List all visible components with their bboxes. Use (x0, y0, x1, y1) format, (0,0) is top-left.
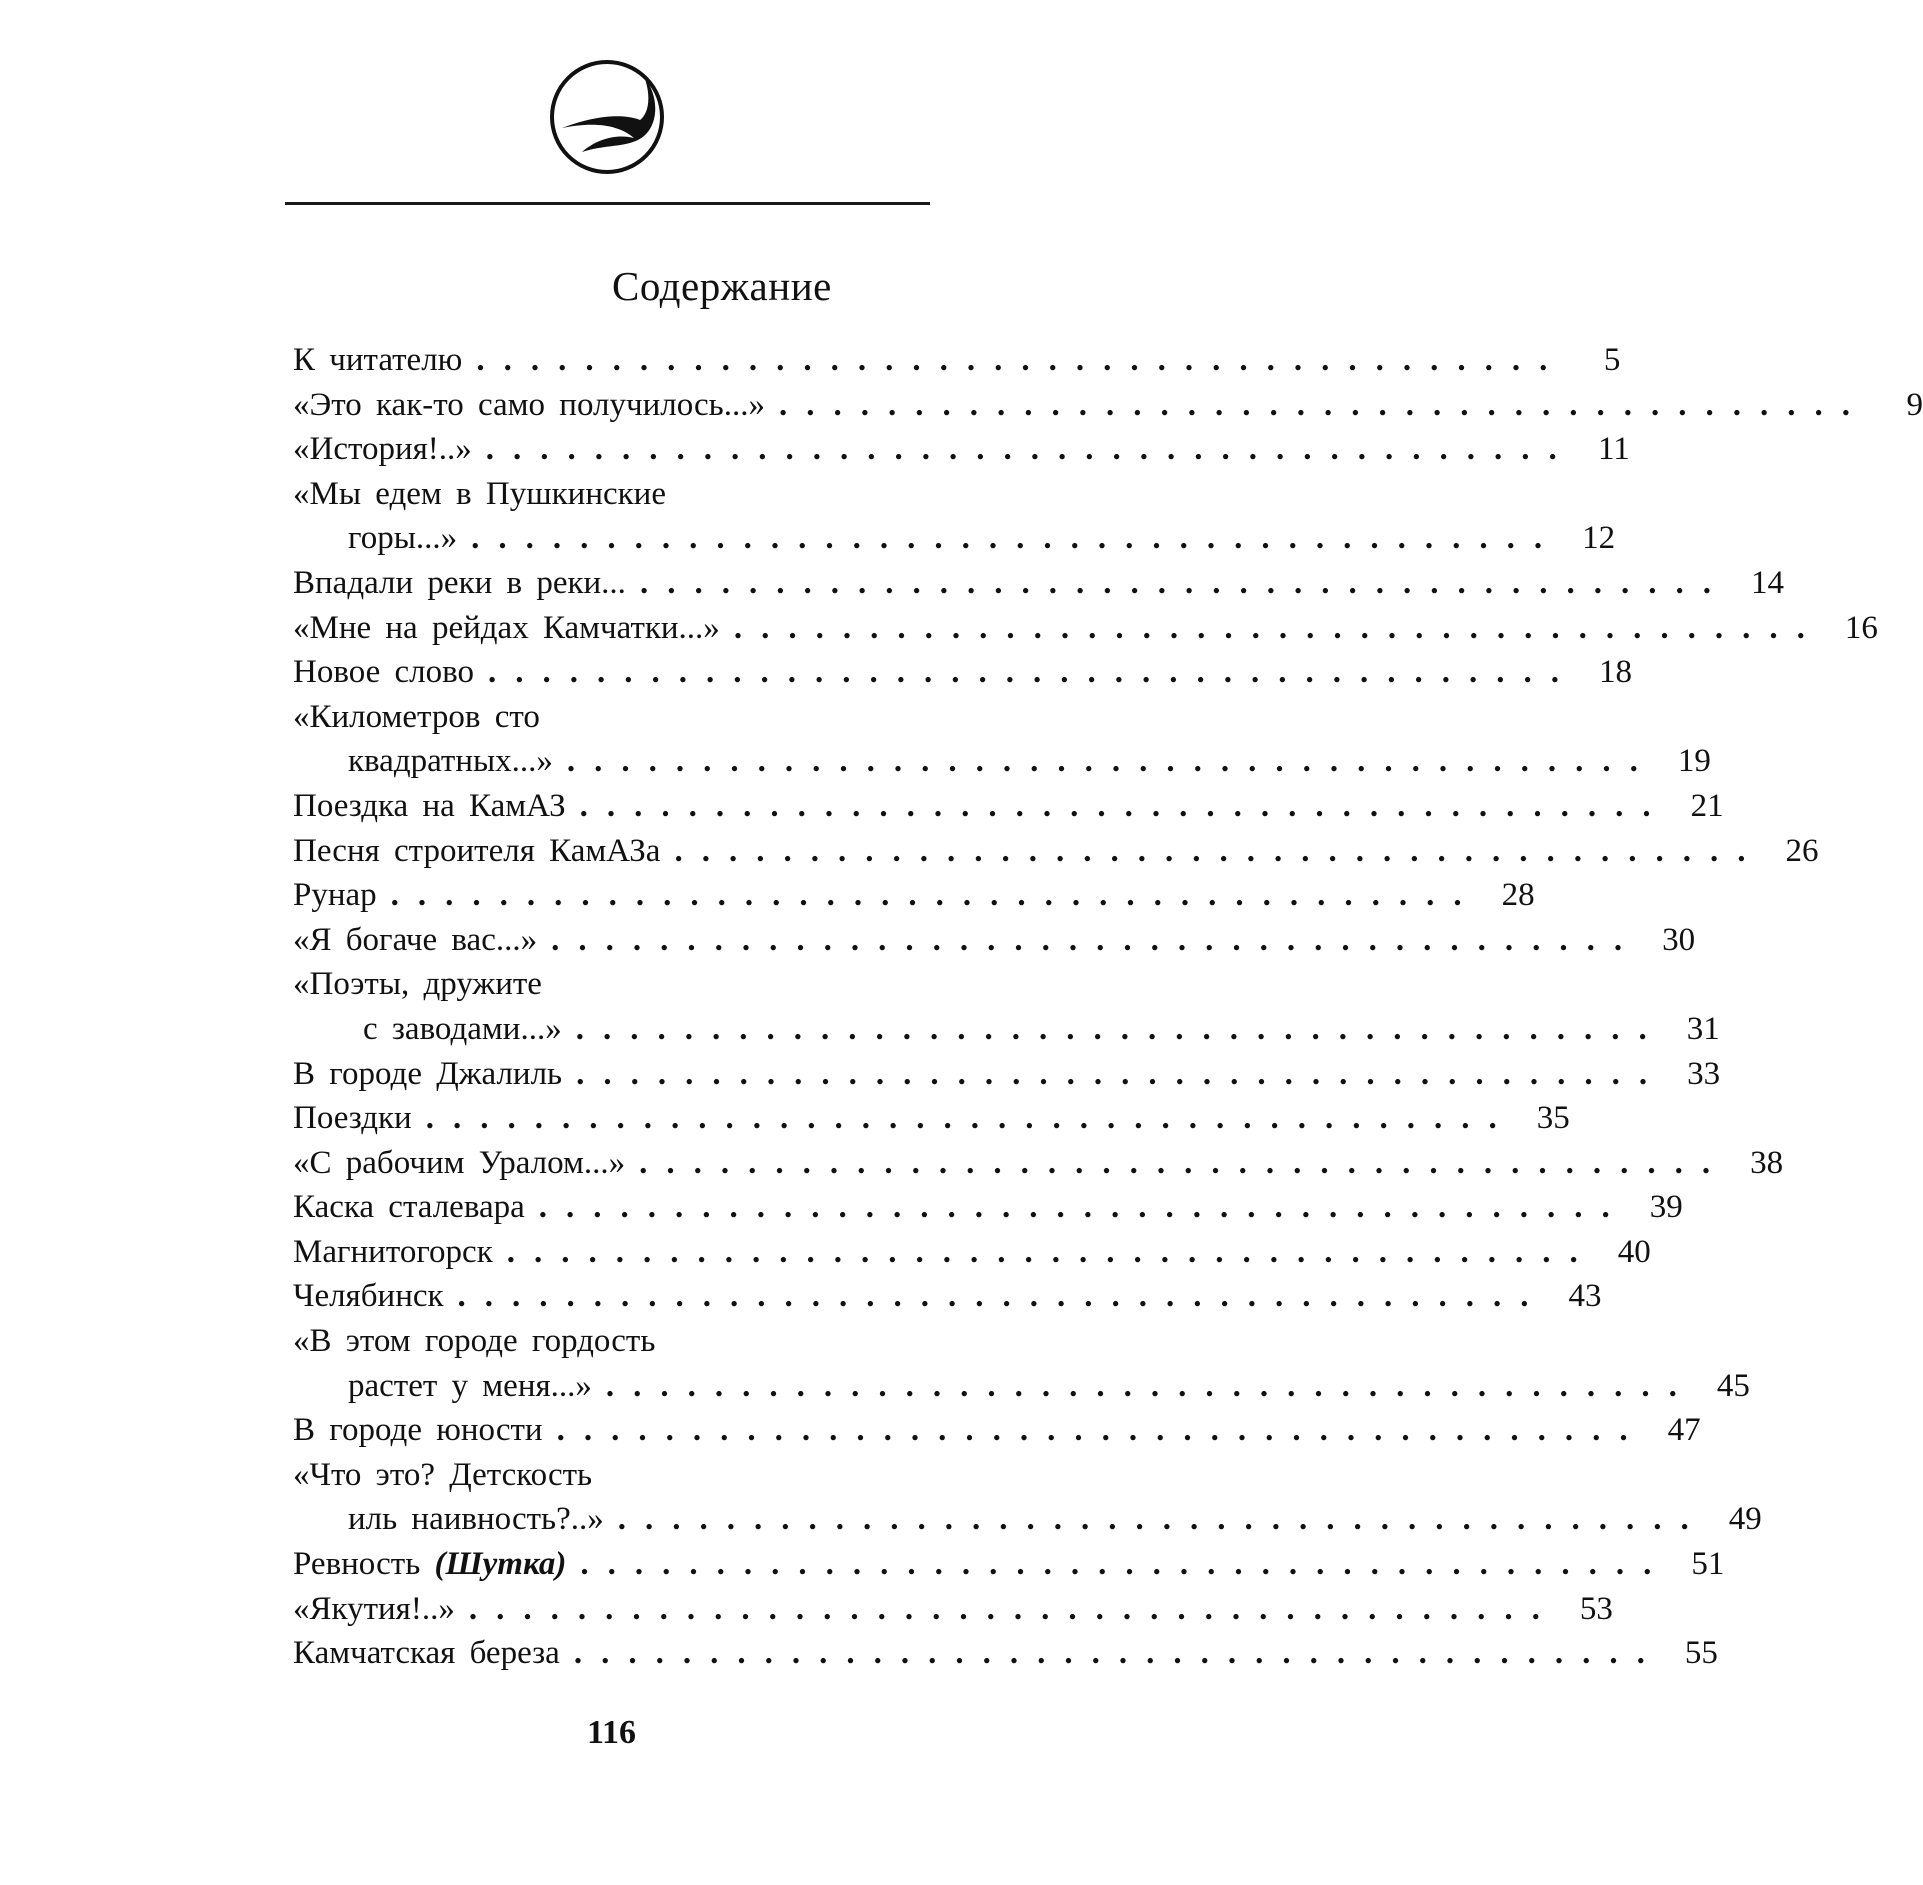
toc-entry-title: горы...» (348, 520, 458, 557)
toc-entry (293, 1631, 1718, 1676)
toc-entry-page: 21 (1690, 787, 1724, 824)
page-number: 116 (586, 1714, 637, 1751)
dot-leader: ........................................ (487, 654, 1578, 691)
toc-entry (293, 1587, 1613, 1632)
toc-entry-page: 40 (1617, 1233, 1651, 1270)
toc-entry-title: растет у меня...» (348, 1367, 592, 1404)
toc-entry (293, 1542, 1725, 1587)
toc-entry-line (293, 1319, 933, 1364)
toc-entry-title: «Это как-то само получилось...» (293, 386, 765, 423)
toc-entry-line (293, 1230, 1651, 1275)
toc-entry-page: 51 (1691, 1546, 1725, 1583)
dot-leader: ........................................ (556, 1412, 1647, 1449)
toc-entry (293, 1453, 1762, 1542)
page-title: Содержание (612, 263, 832, 309)
toc-entry-title: «Я богаче вас...» (293, 921, 538, 958)
toc-entry-page: 45 (1716, 1367, 1750, 1404)
toc-entry-page: 19 (1677, 743, 1711, 780)
toc-entry (293, 1052, 1721, 1097)
toc-entry-page: 35 (1536, 1100, 1570, 1137)
toc-entry-line (293, 829, 1819, 874)
toc-entry-title: Новое слово (293, 654, 474, 691)
toc-entry-title: «Километров сто (293, 698, 540, 735)
toc-entry (293, 427, 1630, 472)
dot-leader: ........................................ (674, 832, 1765, 869)
dot-leader: ........................................ (485, 431, 1576, 468)
toc-entry-line (293, 962, 933, 1007)
toc-entry-line (293, 1453, 933, 1498)
toc-entry-page: 53 (1579, 1590, 1613, 1627)
dot-leader: ........................................ (468, 1590, 1559, 1627)
dot-leader: ........................................ (575, 1010, 1666, 1047)
toc-entry-line (293, 338, 1621, 383)
toc-entry (293, 1274, 1602, 1319)
dot-leader: ........................................ (576, 1055, 1667, 1092)
toc-entry-title: В городе Джалиль (293, 1055, 563, 1092)
toc-entry-line (293, 784, 1724, 829)
toc-entry-page: 43 (1568, 1278, 1602, 1315)
toc-entry-page: 16 (1844, 609, 1878, 646)
toc-entry (293, 472, 1616, 561)
toc-entry (293, 606, 1878, 651)
toc-entry-title: Впадали реки в реки... (293, 564, 626, 601)
toc-entry-title: Рунар (293, 877, 377, 914)
toc-entry (293, 784, 1724, 829)
toc-entry-title: «Якутия!..» (293, 1590, 455, 1627)
table-of-contents (293, 338, 1923, 1676)
dot-leader: ........................................ (605, 1367, 1696, 1404)
toc-entry-subtitle: (Шутка) (434, 1546, 567, 1583)
toc-entry-title: с заводами...» (363, 1010, 562, 1047)
toc-entry-page: 18 (1598, 654, 1632, 691)
toc-entry (293, 1408, 1701, 1453)
toc-entry-line (293, 606, 1878, 651)
toc-entry-page: 26 (1785, 832, 1819, 869)
dot-leader: ........................................ (425, 1100, 1516, 1137)
dot-leader: ........................................ (639, 1144, 1730, 1181)
toc-entry-page: 49 (1728, 1501, 1762, 1538)
toc-entry-line (293, 1497, 1762, 1542)
toc-entry-line (293, 650, 1632, 695)
toc-entry-page: 38 (1750, 1144, 1784, 1181)
toc-entry-page: 14 (1750, 564, 1784, 601)
toc-entry-line (293, 383, 1923, 428)
toc-entry-line (293, 1274, 1602, 1319)
toc-entry-page: 55 (1684, 1635, 1718, 1672)
toc-entry-line (293, 427, 1630, 472)
dot-leader: ........................................ (390, 877, 1481, 914)
toc-entry-line (293, 516, 1616, 561)
toc-entry (293, 1141, 1784, 1186)
toc-entry-page: 39 (1649, 1189, 1683, 1226)
toc-entry-title: квадратных...» (348, 743, 553, 780)
toc-entry-line (293, 1096, 1570, 1141)
toc-entry-line (293, 1408, 1701, 1453)
toc-entry-page: 33 (1687, 1055, 1721, 1092)
header-rule (285, 202, 930, 205)
toc-entry (293, 650, 1632, 695)
toc-entry-page: 12 (1582, 520, 1616, 557)
dot-leader: ........................................ (506, 1233, 1597, 1270)
swallow-logo-icon (548, 58, 666, 176)
toc-entry-title: Поездки (293, 1100, 412, 1137)
toc-entry-line (293, 1007, 1720, 1052)
dot-leader: ........................................ (617, 1501, 1708, 1538)
toc-entry-title: В городе юности (293, 1412, 543, 1449)
toc-entry-line (293, 739, 1711, 784)
toc-entry-title: Песня строителя КамАЗа (293, 832, 661, 869)
toc-entry-title: «Поэты, дружите (293, 966, 542, 1003)
toc-entry-line (293, 1631, 1718, 1676)
dot-leader: ........................................ (579, 787, 1670, 824)
toc-entry (293, 873, 1535, 918)
toc-entry-title: Каска сталевара (293, 1189, 525, 1226)
toc-entry (293, 1230, 1651, 1275)
dot-leader: ........................................ (566, 743, 1657, 780)
toc-entry-line (293, 873, 1535, 918)
toc-entry (293, 561, 1784, 606)
toc-entry-title: Камчатская береза (293, 1635, 560, 1672)
dot-leader: ........................................ (778, 386, 1869, 423)
toc-entry (293, 1319, 1750, 1408)
toc-entry-title: Магнитогорск (293, 1233, 493, 1270)
toc-entry-line (293, 918, 1696, 963)
toc-entry (293, 338, 1621, 383)
toc-entry (293, 829, 1819, 874)
dot-leader: ........................................ (733, 609, 1824, 646)
toc-entry-line (293, 1542, 1725, 1587)
toc-entry-line (293, 472, 933, 517)
toc-entry-line (293, 1185, 1683, 1230)
toc-entry-page: 5 (1603, 342, 1621, 378)
dot-leader: ........................................ (573, 1635, 1664, 1672)
toc-entry-title: Поездка на КамАЗ (293, 787, 566, 824)
toc-entry-page: 31 (1686, 1010, 1720, 1047)
toc-entry-title: Ревность (293, 1546, 421, 1583)
dot-leader: ........................................ (457, 1278, 1548, 1315)
toc-entry-title: иль наивность?..» (348, 1501, 604, 1538)
dot-leader: ........................................ (476, 342, 1567, 378)
toc-entry (293, 1185, 1683, 1230)
toc-entry-title: «С рабочим Уралом...» (293, 1144, 626, 1181)
toc-entry-page: 9 (1906, 386, 1923, 423)
toc-entry-page: 28 (1501, 877, 1535, 914)
toc-entry-line (293, 561, 1784, 606)
toc-entry-line (293, 1141, 1784, 1186)
toc-entry (293, 1096, 1570, 1141)
toc-entry-line (293, 1052, 1721, 1097)
toc-entry-title: «Мне на рейдах Камчатки...» (293, 609, 720, 646)
toc-entry-title: «Что это? Детскость (293, 1456, 593, 1493)
toc-entry-line (293, 1364, 1750, 1409)
dot-leader: ........................................ (471, 520, 1562, 557)
dot-leader: ........................................ (639, 564, 1730, 601)
toc-entry (293, 962, 1720, 1051)
toc-entry-title: «Мы едем в Пушкинские (293, 475, 666, 512)
toc-entry-line (293, 695, 933, 740)
toc-entry (293, 918, 1696, 963)
dot-leader: ........................................ (580, 1546, 1671, 1583)
toc-entry-page: 11 (1598, 431, 1630, 468)
toc-entry-page: 47 (1667, 1412, 1701, 1449)
dot-leader: ........................................ (551, 921, 1642, 958)
toc-entry-line (293, 1587, 1613, 1632)
toc-entry (293, 695, 1711, 784)
toc-entry-title: «История!..» (293, 431, 472, 468)
toc-entry-title: К читателю (293, 342, 463, 378)
toc-entry-title: Челябинск (293, 1278, 444, 1315)
toc-entry-page: 30 (1662, 921, 1696, 958)
toc-entry-title: «В этом городе гордость (293, 1323, 656, 1360)
dot-leader: ........................................ (538, 1189, 1629, 1226)
toc-entry (293, 383, 1923, 428)
